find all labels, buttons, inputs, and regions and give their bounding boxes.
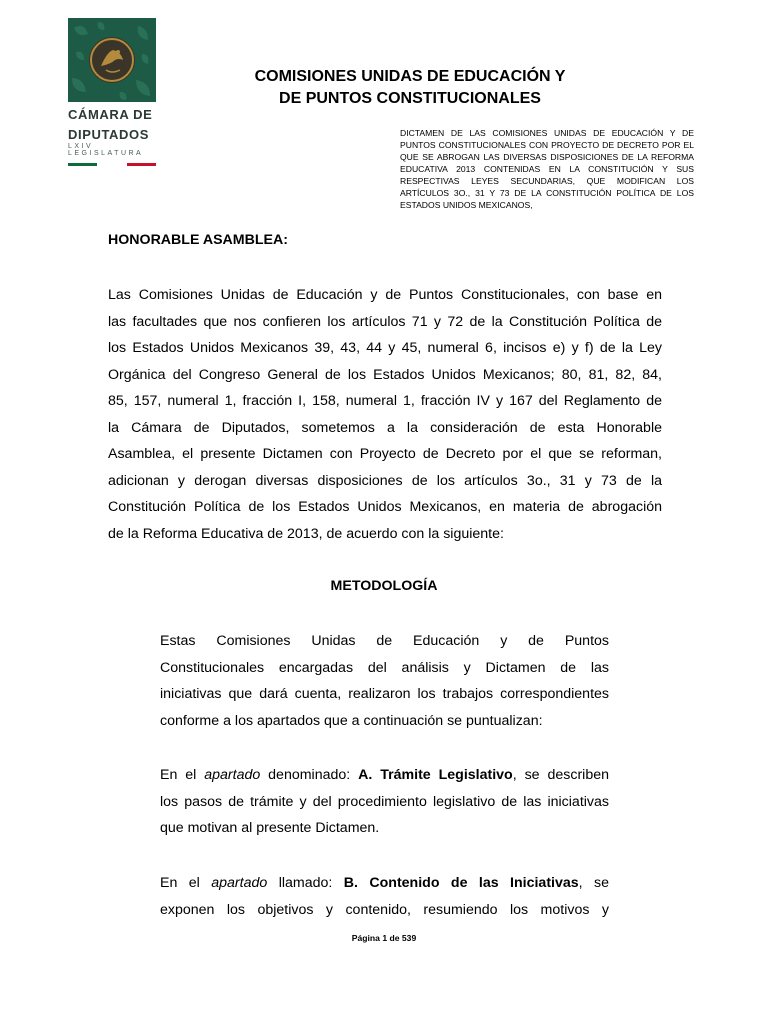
apartado-a-title: A. Trámite Legislativo (358, 767, 513, 783)
section-heading: METODOLOGÍA (330, 578, 438, 594)
paragraph-line: 85, 157, numeral 1, fracción I, 158, numeral 1, fracción IV y 167 del Reglamento de (108, 393, 662, 409)
summary-line: QUE SE ABROGAN LAS DIVERSAS DISPOSICIONES DE LA REFORMA (400, 152, 694, 162)
summary-line: PUNTOS CONSTITUCIONALES CON PROYECTO DE DECRETO POR EL (400, 140, 694, 150)
apartado-a-prefix: En el (160, 767, 205, 783)
apartado-b-mid: llamado: (267, 875, 344, 891)
paragraph-line: Constitución Política de los Estados Unidos Mexicanos, en materia de abrogación (108, 499, 662, 515)
intro-paragraph (108, 282, 662, 547)
logo-legislature: LXIV LEGISLATURA (68, 143, 144, 157)
paragraph-line: de la Reforma Educativa de 2013, de acuerdo con la siguiente: (108, 525, 504, 542)
apartado-b-rest: , se (578, 875, 610, 891)
paragraph-line: que motivan al presente Dictamen. (160, 820, 380, 836)
paragraph-line: los Estados Unidos Mexicanos 39, 43, 44 y 45, numeral 6, incisos e) y f) de la Ley (108, 340, 662, 356)
dictamen-summary (400, 127, 694, 211)
logo-name-line2: DIPUTADOS (68, 127, 149, 142)
apartado-b-title: B. Contenido de las Iniciativas (343, 875, 579, 891)
paragraph-line: iniciativas que dará cuenta, realizaron los trabajos correspondientes (160, 686, 609, 702)
apartado-a-rest: , se describen (512, 767, 610, 783)
document-title-line1: COMISIONES UNIDAS DE EDUCACIÓN Y (254, 68, 566, 85)
paragraph-line: conforme a los apartados que a continuación se puntualizan: (160, 712, 543, 729)
flag-stripe (68, 163, 156, 166)
apartado-a-italic: apartado (204, 767, 261, 783)
paragraph-line: los pasos de trámite y del procedimiento legislativo de las iniciativas (160, 793, 609, 810)
summary-line: EDUCATIVA 2013 CONTENIDAS EN LA CONSTITUCIÓN Y SUS (400, 164, 694, 174)
salutation-heading: HONORABLE ASAMBLEA: (108, 232, 288, 248)
paragraph-line: Orgánica del Congreso General de los Estados Unidos Mexicanos; 80, 81, 82, 84, (108, 366, 662, 383)
summary-line: RESPECTIVAS LEYES SECUNDARIAS, QUE MODIFICAN LOS (400, 176, 694, 186)
paragraph-line: la Cámara de Diputados, sometemos a la consideración de esta Honorable (108, 419, 662, 436)
paragraph-line: Las Comisiones Unidas de Educación y de Puntos Constitucionales, con base en (108, 287, 662, 303)
paragraph-line: Estas Comisiones Unidas de Educación y de Puntos (160, 633, 609, 649)
document-title-line2: DE PUNTOS CONSTITUCIONALES (279, 90, 541, 107)
apartado-a-mid: denominado: (260, 767, 359, 783)
camara-logo (68, 18, 158, 166)
page-number: Página 1 de 539 (351, 933, 417, 943)
apartado-a-paragraph (160, 762, 609, 842)
methodology-paragraph (160, 628, 609, 734)
summary-line: ARTÍCULOS 3O., 31 Y 73 DE LA CONSTITUCIÓN POLÍTICA DE LOS (400, 188, 694, 198)
paragraph-line: las facultades que nos confieren los artículos 71 y 72 de la Constitución Política de (108, 313, 662, 330)
paragraph-line: Asamblea, el presente Dictamen con Proyecto de Decreto por el que se reforman, (108, 446, 662, 462)
summary-line: ESTADOS UNIDOS MEXICANOS, (400, 200, 533, 210)
paragraph-line (160, 870, 609, 897)
paragraph-line: adicionan y derogan diversas disposiciones de los artículos 3o., 31 y 73 de la (108, 472, 662, 489)
paragraph-line: Constitucionales encargadas del análisis y Dictamen de las (160, 659, 609, 676)
paragraph-line: exponen los objetivos y contenido, resumiendo los motivos y (160, 901, 609, 918)
apartado-b-italic: apartado (211, 875, 268, 891)
summary-line: DICTAMEN DE LAS COMISIONES UNIDAS DE EDUCACIÓN Y DE (400, 128, 694, 138)
logo-name-line1: CÁMARA DE (68, 107, 153, 122)
mexican-eagle-seal-icon (68, 18, 156, 102)
paragraph-line (160, 762, 609, 789)
apartado-b-paragraph (160, 870, 609, 923)
apartado-b-prefix: En el (160, 875, 212, 891)
